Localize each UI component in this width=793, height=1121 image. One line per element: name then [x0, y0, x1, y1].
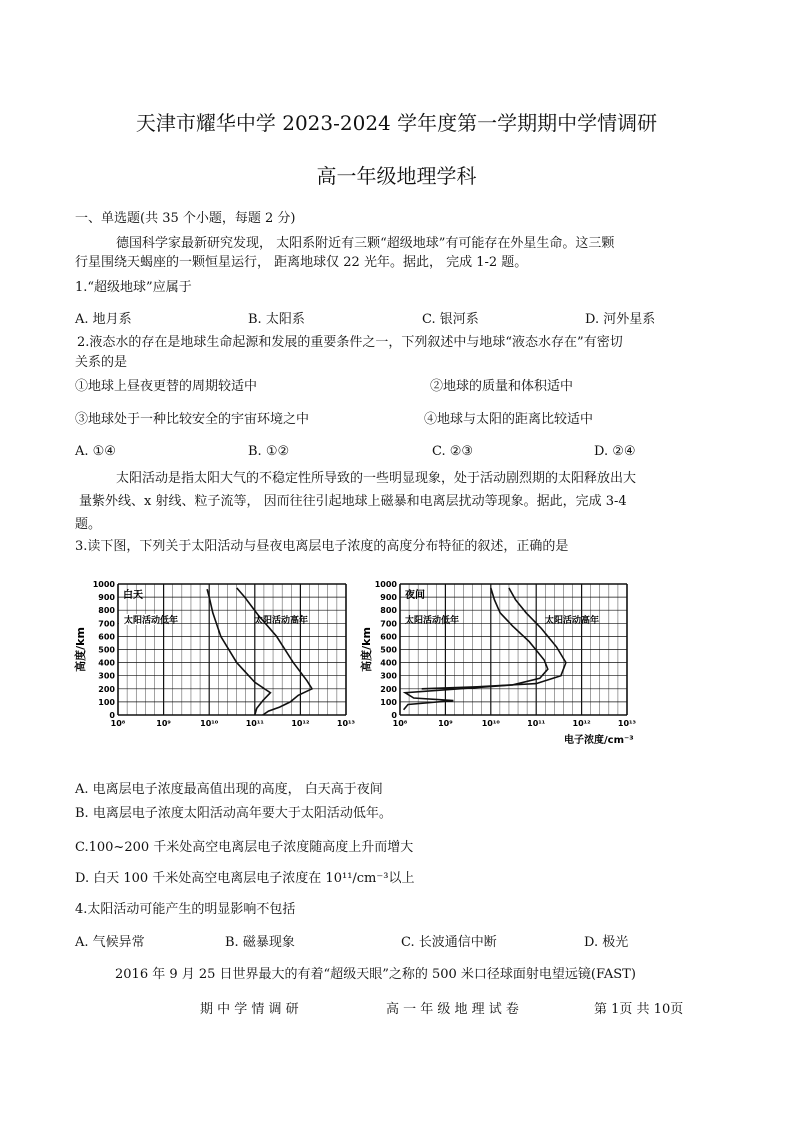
y-tick-label: 700 [98, 619, 115, 629]
footer-page: 第 1页 共 10页 [594, 1002, 684, 1017]
q2-option-c: C. ②③ [432, 444, 474, 459]
x-tick-label: 10⁹ [156, 719, 171, 728]
question-1-stem: 1.“超级地球”应属于 [75, 280, 192, 295]
passage-2-line-2: 量紫外线、x 射线、粒子流等， 因而往往引起地球上磁暴和电离层扰动等现象。据此，完成 3-4 [79, 494, 627, 509]
y-tick-label: 500 [98, 645, 115, 655]
x-tick-label: 10¹³ [617, 719, 637, 728]
q4-option-a: A. 气候异常 [75, 935, 145, 950]
x-tick-label: 10⁸ [110, 719, 126, 728]
q2-item-4: ④地球与太阳的距离比较适中 [424, 412, 594, 427]
x-tick-label: 10¹² [291, 719, 310, 728]
x-tick-label: 10¹⁰ [481, 719, 500, 728]
y-tick-label: 600 [380, 632, 397, 642]
q2-option-b: B. ①② [248, 444, 290, 459]
y-tick-label: 900 [98, 593, 115, 603]
q2-item-2: ②地球的质量和体积适中 [430, 379, 574, 394]
y-tick-label: 700 [380, 619, 397, 629]
q2-item-3: ③地球处于一种比较安全的宇宙环境之中 [75, 412, 310, 427]
chart-title: 白天 [123, 590, 143, 601]
legend-low-year: 太阳活动低年 [124, 616, 179, 626]
y-tick-label: 600 [98, 632, 115, 642]
y-tick-label: 0 [109, 711, 115, 720]
y-tick-label: 800 [380, 606, 397, 616]
y-tick-label: 1000 [92, 580, 115, 589]
y-tick-label: 800 [98, 606, 115, 616]
y-axis-label: 高度/km [360, 627, 373, 672]
x-tick-label: 10⁸ [392, 719, 408, 728]
y-axis-label: 高度/km [74, 627, 87, 672]
page-title: 天津市耀华中学 2023-2024 学年度第一学期期中学情调研 [135, 111, 658, 135]
passage-3: 2016 年 9 月 25 日世界最大的有着“超级天眼”之称的 500 米口径球面射电望远镜(FAST) [115, 967, 636, 982]
legend-high-year: 太阳活动高年 [545, 616, 600, 626]
series-line-low-year [404, 588, 548, 710]
y-tick-label: 400 [98, 658, 115, 668]
question-4-stem: 4.太阳活动可能产生的明显影响不包括 [75, 902, 296, 917]
q3-option-c: C.100~200 千米处高空电离层电子浓度随高度上升而增大 [75, 840, 414, 855]
chart-title: 夜间 [405, 590, 425, 601]
y-tick-label: 300 [380, 671, 397, 681]
q3-option-d: D. 白天 100 千米处高空电离层电子浓度在 10¹¹/cm⁻³以上 [75, 871, 415, 886]
question-2-stem-line-2: 关系的是 [75, 355, 128, 370]
y-tick-label: 200 [380, 684, 397, 694]
passage-1-line-2: 行星围绕天蝎座的一颗恒星运行， 距离地球仅 22 光年。据此， 完成 1-2 题。 [75, 255, 528, 270]
x-tick-label: 10¹⁰ [200, 719, 219, 728]
passage-1-line-1: 德国科学家最新研究发现， 太阳系附近有三颗“超级地球”有可能存在外星生命。这三颗 [116, 236, 615, 251]
footer-left: 期 中 学 情 调 研 [200, 1002, 299, 1017]
y-tick-label: 100 [380, 697, 397, 707]
q2-option-a: A. ①④ [75, 444, 116, 459]
legend-high-year: 太阳活动高年 [254, 616, 309, 626]
y-tick-label: 1000 [374, 580, 397, 589]
q3-option-a: A. 电离层电子浓度最高值出现的高度， 白天高于夜间 [75, 782, 383, 797]
x-tick-label: 10¹³ [336, 719, 356, 728]
q1-option-a: A. 地月系 [75, 312, 132, 327]
q1-option-c: C. 银河系 [422, 312, 479, 327]
x-tick-label: 10¹² [572, 719, 591, 728]
y-tick-label: 900 [380, 593, 397, 603]
passage-2-line-3: 题。 [75, 517, 102, 532]
y-tick-label: 100 [98, 697, 115, 707]
y-tick-label: 300 [98, 671, 115, 681]
series-line-low-year [207, 589, 270, 715]
q2-item-1: ①地球上昼夜更替的周期较适中 [75, 379, 258, 394]
q4-option-d: D. 极光 [584, 935, 629, 950]
section-heading: 一、单选题(共 35 个小题，每题 2 分) [75, 211, 296, 226]
footer-mid: 高 一 年 级 地 理 试 卷 [386, 1002, 519, 1017]
nighttime-ionosphere-chart [358, 575, 658, 750]
passage-2-line-1: 太阳活动是指太阳大气的不稳定性所导致的一些明显现象，处于活动剧烈期的太阳释放出大 [116, 471, 637, 486]
question-3-stem: 3.读下图，下列关于太阳活动与昼夜电离层电子浓度的高度分布特征的叙述，正确的是 [75, 539, 569, 554]
q1-option-d: D. 河外星系 [585, 312, 656, 327]
x-tick-label: 10⁹ [438, 719, 453, 728]
y-tick-label: 0 [391, 711, 397, 720]
daytime-ionosphere-chart [72, 575, 362, 740]
legend-low-year: 太阳活动低年 [405, 616, 460, 626]
x-tick-label: 10¹¹ [527, 719, 546, 728]
q4-option-b: B. 磁暴现象 [225, 935, 295, 950]
q4-option-c: C. 长波通信中断 [401, 935, 497, 950]
y-tick-label: 500 [380, 645, 397, 655]
page-subtitle: 高一年级地理学科 [316, 164, 477, 188]
q3-option-b: B. 电离层电子浓度太阳活动高年要大于太阳活动低年。 [75, 806, 392, 821]
x-tick-label: 10¹¹ [245, 719, 264, 728]
x-axis-label: 电子浓度/cm⁻³ [564, 735, 634, 746]
y-tick-label: 200 [98, 684, 115, 694]
y-tick-label: 400 [380, 658, 397, 668]
question-2-stem-line-1: 2.液态水的存在是地球生命起源和发展的重要条件之一，下列叙述中与地球“液态水存在”有密切 [77, 335, 623, 350]
q2-option-d: D. ②④ [594, 444, 636, 459]
q1-option-b: B. 太阳系 [248, 312, 305, 327]
